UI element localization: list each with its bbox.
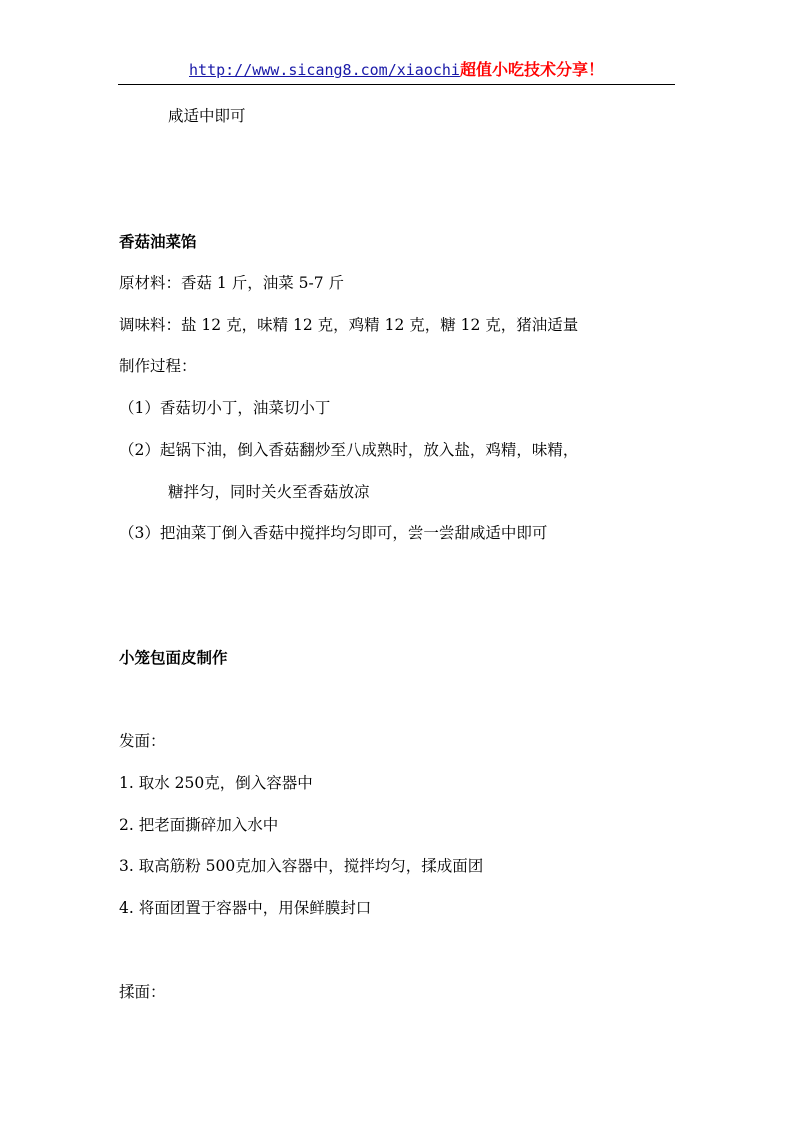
step-item: （2）起锅下油，倒入香菇翻炒至八成熟时，放入盐，鸡精，味精， — [119, 441, 579, 459]
page-header — [118, 58, 675, 85]
site-link[interactable]: http://www.sicang8.com/xiaochi — [189, 61, 460, 79]
section-title-wrapper-dough: 小笼包面皮制作 — [119, 649, 228, 667]
header-slogan: 超值小吃技术分享！ — [459, 60, 604, 79]
fermenting-step: 4. 将面团置于容器中，用保鲜膜封口 — [119, 899, 372, 917]
section-title-mushroom-filling: 香菇油菜馅 — [119, 233, 197, 251]
fermenting-step: 3. 取高筋粉 500克加入容器中，搅拌均匀，揉成面团 — [119, 857, 484, 875]
kneading-label: 揉面： — [119, 983, 166, 1001]
seasoning-line: 调味料：盐 12 克，味精 12 克，鸡精 12 克，糖 12 克，猪油适量 — [119, 316, 579, 334]
fermenting-step: 1. 取水 250克，倒入容器中 — [119, 774, 313, 792]
step-item: （3）把油菜丁倒入香菇中搅拌均匀即可，尝一尝甜咸适中即可 — [119, 524, 548, 542]
step-item-continued: 糖拌匀，同时关火至香菇放凉 — [168, 483, 370, 501]
continuation-text: 咸适中即可 — [168, 107, 246, 125]
fermenting-label: 发面： — [119, 732, 166, 750]
fermenting-step: 2. 把老面撕碎加入水中 — [119, 816, 279, 834]
step-item: （1）香菇切小丁，油菜切小丁 — [119, 399, 331, 417]
process-label: 制作过程： — [119, 357, 197, 375]
materials-line: 原材料：香菇 1 斤，油菜 5-7 斤 — [119, 274, 345, 292]
